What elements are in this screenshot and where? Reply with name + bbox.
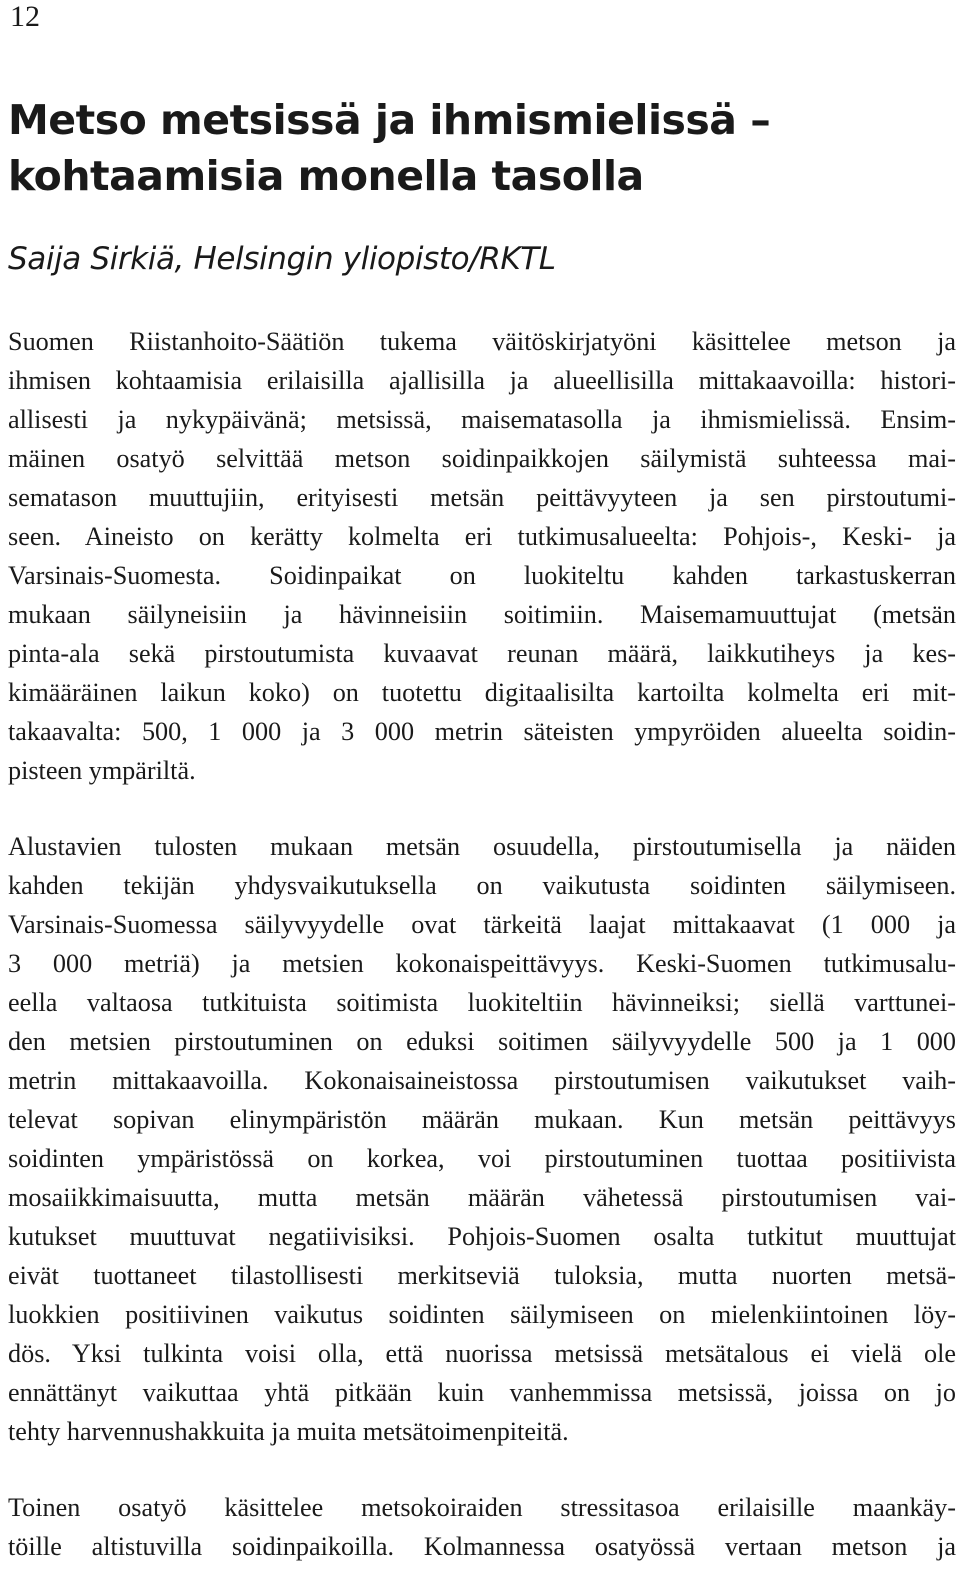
text-line: mosaiikkimaisuutta, mutta metsän määrän vähetessä pirstoutumisen vai- (8, 1183, 956, 1212)
text-line: töille altistuvilla soidinpaikoilla. Kolmannessa osatyössä vertaan metson ja (8, 1532, 956, 1561)
text-line: metrin mittakaavoilla. Kokonaisaineistossa pirstoutumisen vaikutukset vaih- (8, 1066, 956, 1095)
text-line: kahden tekijän yhdysvaikutuksella on vaikutusta soidinten säilymiseen. (8, 871, 956, 900)
text-line: dös. Yksi tulkinta voisi olla, että nuorissa metsissä metsätalous ei vielä ole (8, 1339, 956, 1368)
page-number: 12 (10, 0, 40, 33)
text-line: sematason muuttujiin, erityisesti metsän peittävyyteen ja sen pirstoutumi- (8, 483, 956, 512)
text-line: 3 000 metriä) ja metsien kokonaispeittävyys. Keski-Suomen tutkimusalu- (8, 949, 956, 978)
text-line: Varsinais-Suomessa säilyvyydelle ovat tärkeitä laajat mittakaavat (1 000 ja (8, 910, 956, 939)
text-line: pinta-ala sekä pirstoutumista kuvaavat reunan määrä, laikkutiheys ja kes- (8, 639, 956, 668)
text-line: mäinen osatyö selvittää metson soidinpaikkojen säilymistä suhteessa mai- (8, 444, 956, 473)
article-title-line-2: kohtaamisia monella tasolla (8, 152, 644, 200)
text-line: allisesti ja nykypäivänä; metsissä, maisematasolla ja ihmismielissä. Ensim- (8, 405, 956, 434)
text-line: Toinen osatyö käsittelee metsokoiraiden stressitasoa erilaisille maankäy- (8, 1493, 956, 1522)
text-line: televat sopivan elinympäristön määrän mukaan. Kun metsän peittävyys (8, 1105, 956, 1134)
text-line: tehty harvennushakkuita ja muita metsätoimenpiteitä. (8, 1417, 569, 1446)
text-line: ennättänyt vaikuttaa yhtä pitkään kuin vanhemmissa metsissä, joissa on jo (8, 1378, 956, 1407)
text-line: kutukset muuttuvat negatiivisiksi. Pohjois-Suomen osalta tutkitut muuttujat (8, 1222, 956, 1251)
text-line: seen. Aineisto on kerätty kolmelta eri tutkimusalueelta: Pohjois-, Keski- ja (8, 522, 956, 551)
text-line: luokkien positiivinen vaikutus soidinten säilymiseen on mielenkiintoinen löy- (8, 1300, 956, 1329)
paragraph-2 (8, 827, 956, 1451)
text-line: ihmisen kohtaamisia erilaisilla ajallisilla ja alueellisilla mittakaavoilla: histori- (8, 366, 956, 395)
text-line: soidinten ympäristössä on korkea, voi pirstoutuminen tuottaa positiivista (8, 1144, 956, 1173)
text-line: kimääräinen laikun koko) on tuotettu digitaalisilta kartoilta kolmelta eri mit- (8, 678, 956, 707)
text-line: takaavalta: 500, 1 000 ja 3 000 metrin säteisten ympyröiden alueelta soidin- (8, 717, 956, 746)
text-line: Alustavien tulosten mukaan metsän osuudella, pirstoutumisella ja näiden (8, 832, 956, 861)
text-line: pisteen ympäriltä. (8, 756, 196, 785)
article-title-line-1: Metso metsissä ja ihmismielissä – (8, 96, 771, 144)
article-title (8, 92, 948, 204)
paragraph-1 (8, 322, 956, 790)
text-line: Suomen Riistanhoito-Säätiön tukema väitöskirjatyöni käsittelee metson ja (8, 327, 956, 356)
text-line: mukaan säilyneisiin ja hävinneisiin soitimiin. Maisemamuuttujat (metsän (8, 600, 956, 629)
text-line: den metsien pirstoutuminen on eduksi soitimen säilyvyydelle 500 ja 1 000 (8, 1027, 956, 1056)
article-author: Saija Sirkiä, Helsingin yliopisto/RKTL (8, 241, 556, 277)
text-line: eivät tuottaneet tilastollisesti merkitseviä tuloksia, mutta nuorten metsä- (8, 1261, 956, 1290)
text-line: Varsinais-Suomesta. Soidinpaikat on luokiteltu kahden tarkastuskerran (8, 561, 956, 590)
text-line: eella valtaosa tutkituista soitimista luokiteltiin hävinneiksi; siellä varttunei- (8, 988, 956, 1017)
paragraph-3 (8, 1488, 956, 1566)
